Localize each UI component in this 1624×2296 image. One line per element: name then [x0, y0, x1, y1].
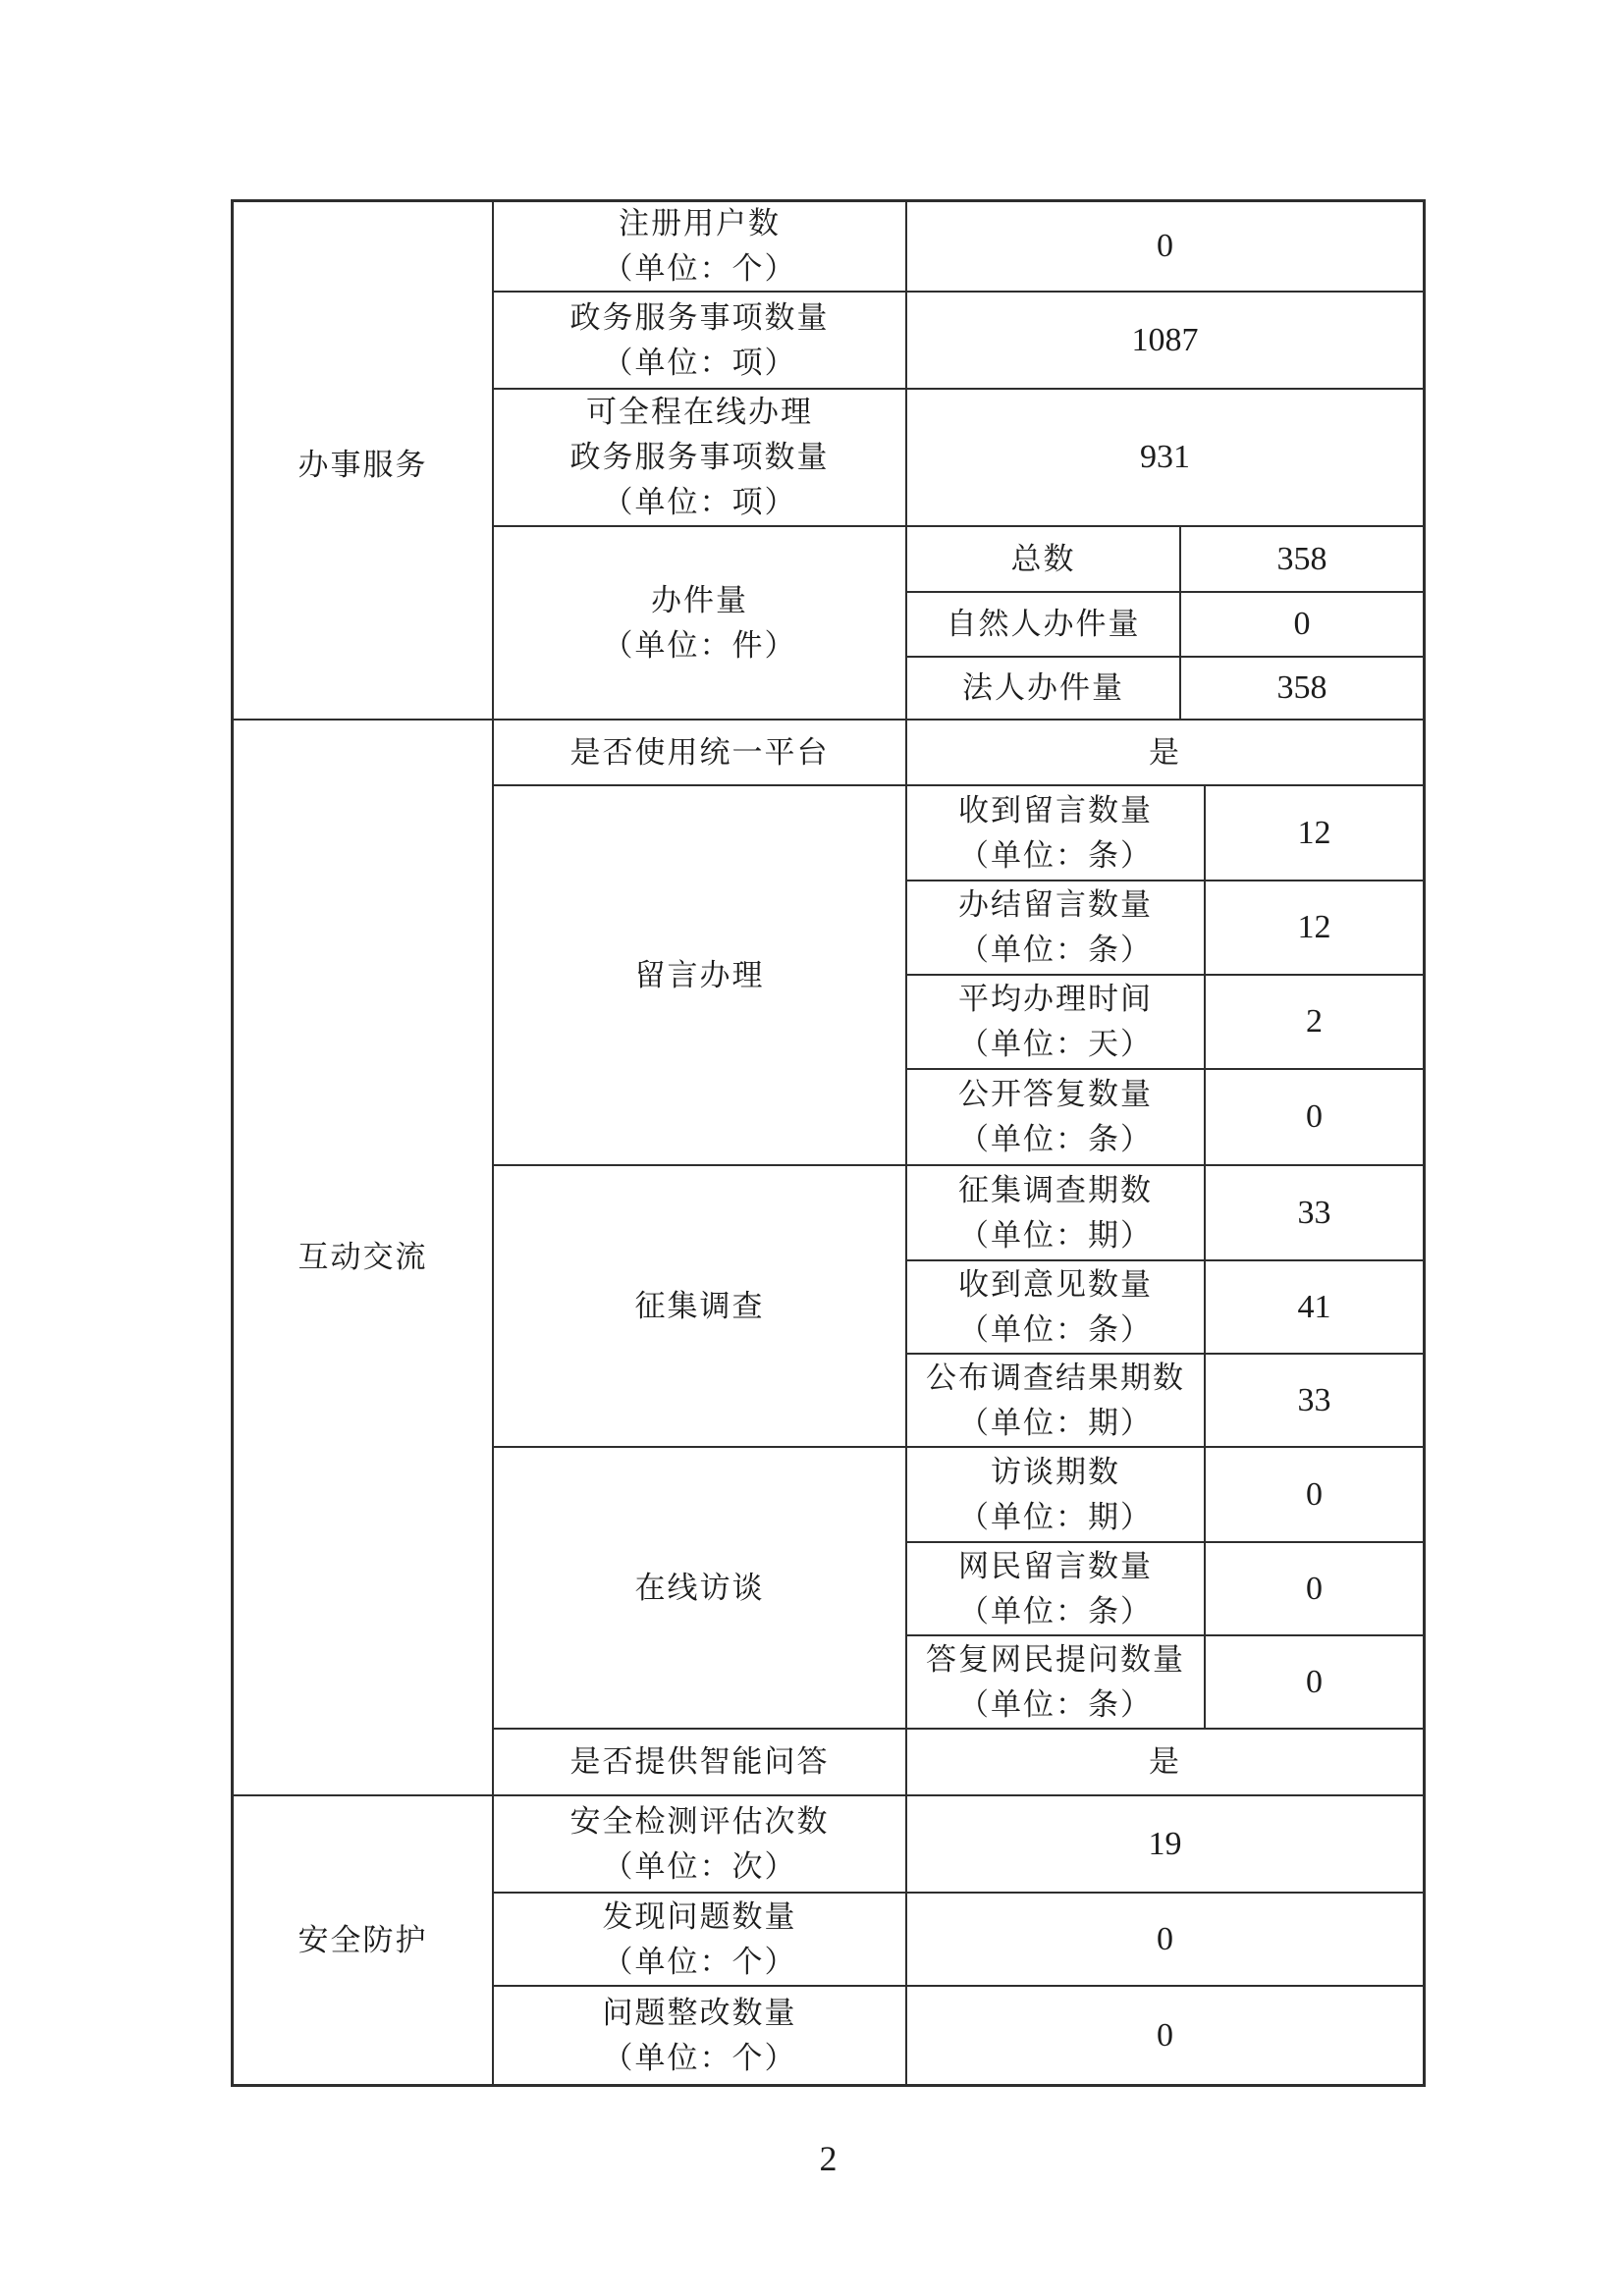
sub-item-value-cell	[1206, 1261, 1423, 1353]
sub-item-value: 0	[1306, 1570, 1323, 1607]
sub-item-value-cell	[1181, 593, 1423, 656]
sub-item-label-cell	[907, 1261, 1206, 1353]
item-unit: （单位：项）	[602, 485, 797, 519]
sub-item-value: 33	[1297, 1194, 1331, 1231]
group-subrows	[907, 786, 1423, 1164]
item-unit: （单位：次）	[602, 1848, 797, 1884]
item-label: 发现问题数量	[602, 1898, 797, 1934]
sub-item-label: 访谈期数	[991, 1454, 1120, 1489]
row-label-cell	[494, 721, 907, 784]
item-value: 0	[1157, 2016, 1173, 2054]
table-row	[494, 202, 1423, 291]
sub-item-label-cell	[907, 658, 1181, 719]
item-label: 安全检测评估次数	[569, 1803, 830, 1839]
report-table	[231, 199, 1426, 2087]
category-label: 安全防护	[298, 1922, 428, 1957]
sub-item-value: 41	[1297, 1288, 1331, 1325]
sub-item-unit: （单位：期）	[958, 1217, 1153, 1253]
item-value: 931	[1140, 439, 1190, 475]
sub-item-unit: （单位：条）	[958, 933, 1153, 967]
table-row	[494, 388, 1423, 525]
sub-item-value: 0	[1306, 1663, 1323, 1700]
sub-item-value: 2	[1306, 1003, 1323, 1040]
item-unit: （单位：个）	[602, 1944, 797, 1979]
table-row	[494, 1892, 1423, 1985]
item-value: 0	[1157, 228, 1173, 264]
table-subrow	[907, 591, 1423, 656]
sub-item-value-cell	[1206, 1166, 1423, 1259]
table-row-group	[494, 1446, 1423, 1728]
item-label: 征集调查	[634, 1288, 765, 1323]
item-unit: （单位：个）	[602, 251, 797, 286]
table-subrow	[907, 1353, 1423, 1446]
row-label-cell	[494, 1796, 907, 1892]
table-subrow	[907, 1634, 1423, 1728]
table-subrow	[907, 1259, 1423, 1353]
section-rows	[494, 1796, 1423, 2084]
item-value: 1087	[1131, 321, 1199, 358]
sub-item-label: 自然人办件量	[946, 607, 1141, 641]
sub-item-label: 收到意见数量	[958, 1266, 1153, 1302]
sub-item-value: 12	[1297, 814, 1331, 851]
category-cell	[234, 1796, 494, 2084]
item-unit: （单位：个）	[602, 2040, 797, 2075]
sub-item-label-cell	[907, 1543, 1206, 1634]
group-subrows	[907, 1166, 1423, 1446]
row-value-cell	[907, 721, 1423, 784]
sub-item-unit: （单位：条）	[958, 1686, 1153, 1722]
table-subrow	[907, 527, 1423, 591]
sub-item-label-cell	[907, 976, 1206, 1068]
item-value: 是	[1149, 1744, 1181, 1779]
row-label-cell	[494, 293, 907, 388]
sub-item-label: 总数	[1010, 541, 1076, 576]
category-label: 办事服务	[298, 448, 428, 482]
sub-item-label-cell	[907, 786, 1206, 880]
row-value-cell	[907, 1796, 1423, 1892]
sub-item-unit: （单位：天）	[958, 1027, 1153, 1061]
group-label-cell	[494, 527, 907, 719]
item-label-line2: 政务服务事项数量	[569, 440, 830, 474]
sub-item-unit: （单位：条）	[958, 1593, 1153, 1629]
table-row-group	[494, 784, 1423, 1164]
sub-item-value-cell	[1206, 976, 1423, 1068]
sub-item-value-cell	[1206, 1448, 1423, 1541]
sub-item-value: 0	[1306, 1098, 1323, 1135]
row-value-cell	[907, 1730, 1423, 1794]
item-label: 是否使用统一平台	[569, 734, 830, 770]
sub-item-value: 358	[1276, 540, 1327, 577]
sub-item-label-cell	[907, 527, 1181, 591]
item-value: 0	[1157, 1920, 1173, 1957]
section-anquanfanghu	[234, 1794, 1423, 2084]
row-label-cell	[494, 1894, 907, 1985]
sub-item-unit: （单位：期）	[958, 1405, 1153, 1440]
item-label: 问题整改数量	[602, 1995, 797, 2030]
row-value-cell	[907, 1894, 1423, 1985]
sub-item-value-cell	[1206, 1636, 1423, 1728]
row-label-cell	[494, 1987, 907, 2084]
row-value-cell	[907, 293, 1423, 388]
sub-item-unit: （单位：条）	[958, 1122, 1153, 1156]
sub-item-value: 33	[1297, 1381, 1331, 1418]
sub-item-value-cell	[1181, 527, 1423, 591]
category-cell	[234, 202, 494, 719]
sub-item-label-cell	[907, 1166, 1206, 1259]
sub-item-label: 公开答复数量	[958, 1077, 1153, 1111]
sub-item-label-cell	[907, 1355, 1206, 1446]
item-label: 政务服务事项数量	[569, 299, 830, 335]
row-value-cell	[907, 1987, 1423, 2084]
sub-item-label-cell	[907, 593, 1181, 656]
row-value-cell	[907, 390, 1423, 525]
section-rows	[494, 202, 1423, 719]
sub-item-label: 答复网民提问数量	[926, 1641, 1185, 1677]
sub-item-label-cell	[907, 1070, 1206, 1164]
group-subrows	[907, 1448, 1423, 1728]
table-row	[494, 721, 1423, 784]
item-value: 19	[1148, 1825, 1182, 1862]
page-number: 2	[819, 2139, 838, 2178]
table-row-group	[494, 525, 1423, 719]
item-label: 在线访谈	[634, 1570, 765, 1605]
section-rows	[494, 721, 1423, 1794]
item-label: 留言办理	[634, 957, 765, 992]
table-subrow	[907, 974, 1423, 1068]
row-label-cell	[494, 202, 907, 291]
table-subrow	[907, 1068, 1423, 1164]
table-row	[494, 1728, 1423, 1794]
table-subrow	[907, 1166, 1423, 1259]
sub-item-value-cell	[1206, 881, 1423, 974]
category-cell	[234, 721, 494, 1794]
table-row-group	[494, 1164, 1423, 1446]
item-unit: （单位：项）	[602, 345, 797, 380]
sub-item-unit: （单位：条）	[958, 837, 1153, 873]
group-label-cell	[494, 1166, 907, 1446]
table-subrow	[907, 1541, 1423, 1634]
group-label-cell	[494, 1448, 907, 1728]
sub-item-label-cell	[907, 1636, 1206, 1728]
sub-item-label-cell	[907, 1448, 1206, 1541]
sub-item-label: 征集调查期数	[958, 1172, 1153, 1207]
table-row	[494, 1985, 1423, 2084]
table-subrow	[907, 656, 1423, 719]
section-banshifuwu	[234, 202, 1423, 719]
item-label: 注册用户数	[619, 206, 781, 240]
sub-item-value-cell	[1206, 786, 1423, 880]
sub-item-label: 平均办理时间	[958, 982, 1153, 1016]
sub-item-label: 公布调查结果期数	[926, 1360, 1185, 1395]
sub-item-value: 0	[1293, 606, 1311, 642]
sub-item-value: 358	[1276, 669, 1327, 706]
category-label: 互动交流	[298, 1240, 428, 1274]
sub-item-value-cell	[1206, 1355, 1423, 1446]
sub-item-value-cell	[1206, 1070, 1423, 1164]
table-row	[494, 1796, 1423, 1892]
sub-item-label-cell	[907, 881, 1206, 974]
row-label-cell	[494, 1730, 907, 1794]
item-value: 是	[1149, 734, 1181, 770]
sub-item-label: 法人办件量	[962, 670, 1124, 705]
item-label: 可全程在线办理	[586, 395, 813, 429]
table-subrow	[907, 1448, 1423, 1541]
sub-item-unit: （单位：条）	[958, 1311, 1153, 1347]
section-hudongjiaoliu	[234, 719, 1423, 1794]
sub-item-value: 12	[1297, 909, 1331, 945]
table-subrow	[907, 880, 1423, 974]
group-label-cell	[494, 786, 907, 1164]
sub-item-unit: （单位：期）	[958, 1499, 1153, 1534]
table-subrow	[907, 786, 1423, 880]
item-label: 是否提供智能问答	[569, 1744, 830, 1779]
sub-item-label: 收到留言数量	[958, 792, 1153, 828]
row-label-cell	[494, 390, 907, 525]
sub-item-value-cell	[1181, 658, 1423, 719]
group-subrows	[907, 527, 1423, 719]
table-row	[494, 291, 1423, 388]
sub-item-value-cell	[1206, 1543, 1423, 1634]
item-unit: （单位：件）	[602, 627, 797, 663]
sub-item-label: 办结留言数量	[958, 887, 1153, 922]
sub-item-label: 网民留言数量	[958, 1548, 1153, 1583]
row-value-cell	[907, 202, 1423, 291]
item-label: 办件量	[651, 582, 748, 617]
sub-item-value: 0	[1306, 1475, 1323, 1513]
